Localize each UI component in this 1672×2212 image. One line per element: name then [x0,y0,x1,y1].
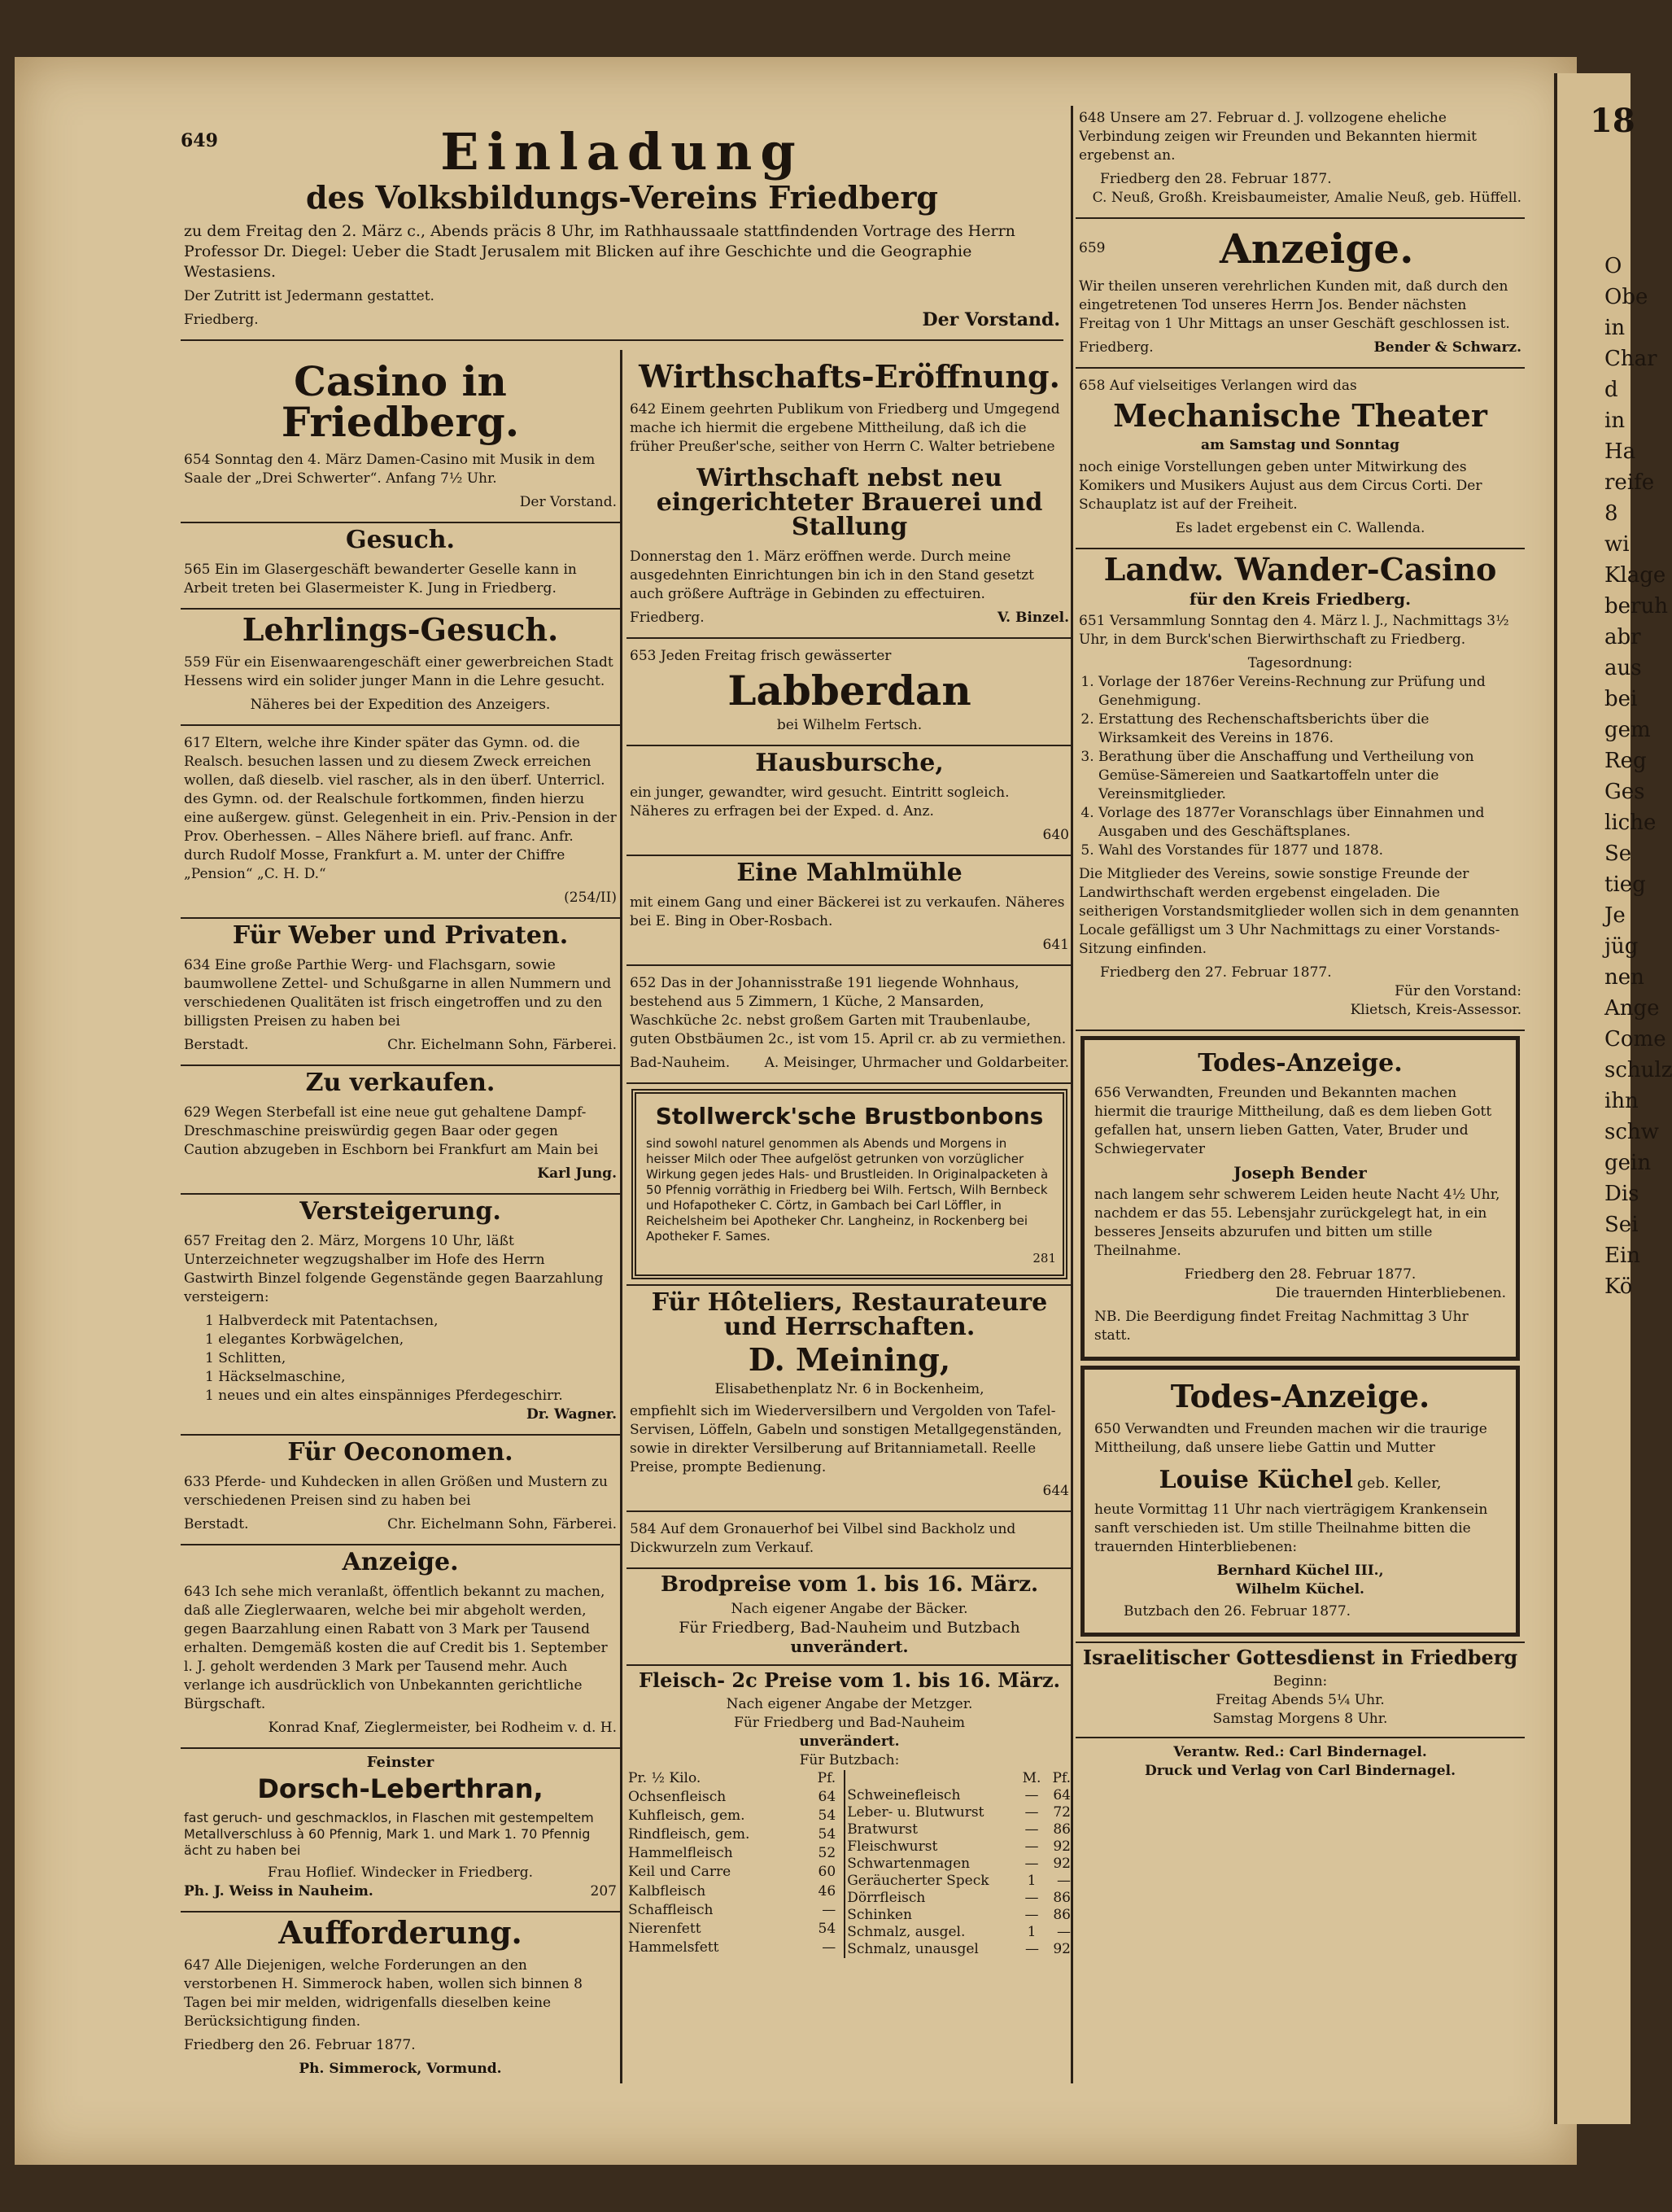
next-page-fragment: schw [1604,1120,1659,1144]
price-row [626,1939,837,1958]
anzeige-signature: Bender & Schwarz. [1373,339,1521,356]
wandercasino-sig2: Klietsch, Kreis-Assessor. [1350,1002,1521,1018]
gesuch-title: Gesuch. [346,526,455,554]
price-value: 92 [1053,1856,1071,1872]
gottesdienst-line1: Freitag Abends 5¼ Uhr. [1216,1692,1385,1708]
fleisch-title: Fleisch- 2c Preise vom 1. bis 16. März. [638,1668,1061,1692]
verkaufen-title: Zu verkaufen. [305,1069,495,1097]
price-value: 86 [1053,1821,1071,1838]
einladung-ad [181,122,1063,346]
price-item: Kuhfleisch, gem. [628,1808,745,1825]
eltern-code: (254/II) [564,890,617,906]
next-page-fragment: Obe [1604,285,1648,309]
wirthschaft-body2: Donnerstag den 1. März eröffnen werde. Durch meine ausgedehnten Einrichtungen bin ich in den Stand gesetzt auch größere Aufträge in Gebinden zu effectuiren. [630,549,1034,602]
price-item: Leber- u. Blutwurst [847,1804,984,1821]
anzeige-body: Wir theilen unseren verehrlichen Kunden mit, daß durch den eingetretenen Tod unseres Herrn Jos. Bender nächsten Freitag von 1 Uhr Mittags an unser Geschäft geschlossen ist. [1079,278,1510,332]
price-row [845,1907,1072,1924]
wandercasino-date: Friedberg den 27. Februar 1877. [1100,964,1332,981]
list-item: 3. Berathung über die Anschaffung und Vertheilung von Gemüse-Sämereien und Saatkartoffeln unter die Vereinsmitglieder. [1098,748,1521,804]
wirthschaft-body: 642 Einem geehrten Publikum von Friedberg und Umgegend mache ich hiermit die ergebene Mittheilung, daß ich die früher Preußer'sche, seither von Herrn C. Walter betriebene [630,401,1060,455]
lehrlings-body: 559 Für ein Eisenwaarengeschäft einer gewerbreichen Stadt Hessens wird ein solider junger Mann in die Lehre gesucht. [184,654,613,689]
labberdan-intro: 653 Jeden Freitag frisch gewässerter [630,648,892,664]
next-page-fragment: Come [1604,1027,1666,1051]
column-3 [1076,106,1525,1781]
next-page-fragment: in [1604,316,1626,340]
price-value: 86 [1053,1890,1071,1906]
price-item: Ochsenfleisch [628,1789,727,1806]
next-page-fragment: Dis [1604,1182,1639,1206]
next-page-fragment: in [1604,409,1626,433]
price-item: Kalbfleisch [628,1882,706,1899]
price-row [626,1921,837,1939]
fleisch-for: Für Butzbach: [799,1752,900,1768]
labberdan-signature: bei Wilhelm Fertsch. [776,717,923,733]
gottesdienst-title: Israelitischer Gottesdienst in Friedberg [1082,1646,1518,1669]
price-row [626,1883,837,1902]
stollwerck-body: sind sowohl naturel genommen als Abends und Morgens in heisser Milch oder Thee aufgelöst getrunken von vorzüglicher Wirkung gegen jedes Hals- und Brustleiden. In Originalpacketen à 50 Pfennig vorräthig in Friedberg bei Wilh. Fertsch, Wilh Bernbeck und Hofapotheker C. Cörtz, in Gambach bei Carl Löffler, in Reichelsheim bei Apotheker Chr. Langheinz, in Rockenberg bei Apotheker F. Sames. [646,1136,1049,1244]
list-item: 1 Schlitten, [205,1350,286,1366]
next-page-fragment: d [1604,378,1618,402]
wohnhaus-place: Bad-Nauheim. [630,1055,731,1071]
price-mark: 1 [1027,1924,1037,1940]
oeconomen-body: 633 Pferde- und Kuhdecken in allen Größen und Mustern zu verschiedenen Preisen sind zu haben bei [184,1474,608,1509]
next-page-fragment: Ha [1604,439,1636,464]
list-item: 4. Vorlage des 1877er Voranschlags über Einnahmen und Ausgaben und des Geschäftsplanes. [1098,804,1521,842]
price-value: 64 [1053,1787,1071,1803]
price-row [626,1902,837,1921]
wohnhaus-body: 652 Das in der Johannisstraße 191 liegende Wohnhaus, bestehend aus 5 Zimmern, 1 Küche, 2 Mansarden, Waschküche 2c. nebst großem Garten mit Traubenlaube, guten Obstbäumen 2c., ist vom 15. April cr. ab zu vermiethen. [630,975,1067,1047]
next-page-fragment: ihn [1604,1089,1639,1113]
price-header: M. [1022,1770,1041,1786]
imprint-line2: Druck und Verlag von Carl Bindernagel. [1145,1763,1456,1779]
versteigerung-body: 657 Freitag den 2. März, Morgens 10 Uhr, läßt Unterzeichneter wegzugshalber im Hofe des Herrn Gastwirth Binzel folgende Gegenstände gegen Baarzahlung versteigern: [184,1233,604,1305]
next-page-fragment: Kö [1604,1274,1633,1299]
next-page-fragment: beruh [1604,594,1668,619]
lehrlings-note: Näheres bei der Expedition des Anzeigers. [250,697,551,713]
wandercasino-sig1: Für den Vorstand: [1395,983,1521,999]
column-rule [620,350,622,2083]
price-mark: — [1024,1804,1039,1821]
next-page-fragment: aus [1604,656,1642,680]
next-page-fragment: liche [1604,811,1657,835]
anzeige-title: Anzeige. [1219,225,1414,273]
price-value: — [822,1901,836,1918]
brodpreise-status: unverändert. [790,1637,909,1656]
todes1-body: 656 Verwandten, Freunden und Bekannten machen hiermit die traurige Mittheilung, daß es dem lieben Gott gefallen hat, unsern lieben Gatten, Vater, Bruder und Schwiegervater [1094,1085,1492,1157]
verlobung-body: 648 Unsere am 27. Februar d. J. vollzogene eheliche Verbindung zeigen wir Freunden und Bekannten hiermit ergebenst an. [1079,110,1477,164]
fleisch-places: Für Friedberg und Bad-Nauheim [734,1715,965,1731]
price-value: — [1057,1873,1071,1889]
todes1-signature: Die trauernden Hinterbliebenen. [1275,1285,1506,1301]
next-page-fragment: reife [1604,470,1655,495]
price-item: Hammelsfett [628,1939,719,1956]
brodpreise-sub: Nach eigener Angabe der Bäcker. [731,1601,968,1617]
lehrlings-title: Lehrlings-Gesuch. [242,611,559,648]
verlobung-signature: C. Neuß, Großh. Kreisbaumeister, Amalie Neuß, geb. Hüffell. [1092,190,1521,206]
price-row [626,1845,837,1864]
price-value: 86 [1053,1907,1071,1923]
price-value: 52 [818,1845,836,1862]
column-2 [626,356,1072,1958]
einladung-zutritt: Der Zutritt ist Jedermann gestattet. [184,288,434,304]
verkaufen-signature: Karl Jung. [537,1165,617,1182]
next-page-fragment: abr [1604,625,1641,649]
next-page-fragment: tieg [1604,872,1646,897]
anzeige-body: 643 Ich sehe mich veranlaßt, öffentlich bekannt zu machen, daß alle Zieglerwaaren, welche bei mir abgeholt werden, gegen Baarzahlung einen Rabatt von 3 Mark per Tausend erhalten. Demgemäß kosten die auf Credit bis 1. September l. J. geholt werdenden 3 Mark per Tausend mehr. Auch verlange ich ausdrücklich von Unbekannten gerichtliche Bürgschaft. [184,1584,608,1712]
todes2-body: 650 Verwandten und Freunden machen wir die traurige Mittheilung, daß unsere liebe Gattin und Mutter [1094,1421,1487,1456]
hausbursche-body: ein junger, gewandter, wird gesucht. Eintritt sogleich. Näheres zu erfragen bei der Exped. d. Anz. [630,785,1010,820]
price-value: 54 [818,1826,836,1843]
todes2-name-sub: geb. Keller, [1357,1475,1442,1492]
price-item: Schweinefleisch [847,1787,961,1803]
price-item: Schmalz, unausgel [847,1941,979,1957]
casino-body: 654 Sonntag den 4. März Damen-Casino mit Musik in dem Saale der „Drei Schwerter“. Anfang 7½ Uhr. [184,452,596,487]
price-value: 54 [818,1808,836,1825]
stollwerck-code: 281 [1032,1251,1056,1266]
list-item: 5. Wahl des Vorstandes für 1877 und 1878. [1098,842,1521,860]
theater-intro: 658 Auf vielseitiges Verlangen wird das [1079,378,1357,394]
oeconomen-signature: Chr. Eichelmann Sohn, Färberei. [387,1516,617,1532]
next-page-fragment: 8 [1604,501,1618,526]
todes1-date: Friedberg den 28. Februar 1877. [1184,1266,1417,1283]
price-item: Dörrfleisch [847,1890,926,1906]
imprint-line1: Verantw. Red.: Carl Bindernagel. [1173,1744,1427,1760]
todes-anzeige-1 [1080,1036,1520,1361]
price-value: 64 [818,1789,836,1806]
einladung-body: zu dem Freitag den 2. März c., Abends präcis 8 Uhr, im Rathhaussaale stattfindenden Vortrage des Herrn Professor Dr. Diegel: Ueber die Stadt Jerusalem mit Blicken auf ihre Geschichte und die Geographie Westasiens. [184,222,1015,281]
price-value: — [1057,1924,1071,1940]
next-page-number: 18 [1590,102,1635,140]
price-item: Nierenfett [628,1920,701,1937]
hausbursche-title: Hausbursche, [755,749,944,777]
fleisch-status: unverändert. [799,1733,900,1750]
price-value: 92 [1053,1838,1071,1855]
hoteliers-name: D. Meining, [748,1341,951,1378]
wandercasino-body: 651 Versammlung Sonntag den 4. März l. J., Nachmittags 3½ Uhr, in dem Burck'schen Bierwirthschaft zu Friedberg. [1079,613,1509,648]
leberthran-title: Dorsch-Leberthran, [257,1773,544,1804]
eltern-body: 617 Eltern, welche ihre Kinder später das Gymn. od. die Realsch. besuchen lassen und zu diesem Zweck erreichen wollen, daß dieselb. viel rascher, als in den überf. Unterricl. des Gymn. od. der Realschule fortkommen, finden hierzu eine außergew. günst. Gelegenheit in ein. Priv.-Pension in der Prov. Oberhessen. – Alles Nähere briefl. auf franc. Anfr. durch Rudolf Mosse, Frankfurt a. M. unter der Chiffre „Pension“ „C. H. D.“ [184,735,617,882]
price-table [626,1770,1072,1958]
price-mark: 1 [1027,1873,1037,1889]
leberthran-line1: Frau Hoflief. Windecker in Friedberg. [267,1864,534,1881]
next-page-fragment: bei [1604,687,1638,711]
price-mark: — [1024,1787,1039,1803]
weber-signature: Chr. Eichelmann Sohn, Färberei. [387,1037,617,1053]
todes2-sig1: Bernhard Küchel III., [1216,1563,1384,1579]
brodpreise-title: Brodpreise vom 1. bis 16. März. [660,1572,1039,1597]
theater-title: Mechanische Theater [1113,397,1487,434]
price-item: Schaffleisch [628,1901,714,1918]
price-row [845,1890,1072,1907]
casino-title: Casino in Friedberg. [281,357,520,446]
divider [181,339,1063,341]
todes1-title: Todes-Anzeige. [1198,1049,1403,1078]
wirthschaft-subtitle: Wirthschaft nebst neu eingerichteter Brauerei und Stallung [656,464,1043,541]
brodpreise-places: Für Friedberg, Bad-Nauheim und Butzbach [679,1619,1020,1637]
todes1-nb: NB. Die Beerdigung findet Freitag Nachmittag 3 Uhr statt. [1094,1309,1469,1344]
versteigerung-title: Versteigerung. [299,1197,501,1226]
list-item: 1 elegantes Korbwägelchen, [205,1331,404,1348]
price-item: Schinken [847,1907,912,1923]
next-page-fragment: O [1604,254,1622,278]
leberthran-label: Feinster [366,1754,434,1771]
theater-signature: Es ladet ergebenst ein C. Wallenda. [1175,520,1425,536]
gronauerhof-body: 584 Auf dem Gronauerhof bei Vilbel sind Backholz und Dickwurzeln zum Verkauf. [630,1521,1016,1556]
hoteliers-body: empfiehlt sich im Wiederversilbern und Vergolden von Tafel-Servisen, Löffeln, Gabeln und sonstigen Metallgegenständen, sowie in direkter Versilberung auf Britanniametall. Reelle Preise, prompte Bedienung. [630,1403,1063,1475]
leberthran-body: fast geruch- und geschmacklos, in Flaschen mit gestempeltem Metallverschluss à 60 Pfennig, Mark 1. und Mark 1. 70 Pfennig ächt zu haben bei [184,1810,594,1858]
hausbursche-code: 640 [1042,827,1069,843]
next-page-fragment: gein [1604,1151,1652,1175]
leberthran-code: 207 [590,1883,617,1899]
todes2-name: Louise Küchel [1159,1466,1354,1494]
theater-sub: am Samstag und Sonntag [1200,437,1400,453]
price-row [845,1821,1072,1838]
price-row [845,1838,1072,1856]
wirthschaft-signature: V. Binzel. [997,610,1069,626]
weber-body: 634 Eine große Parthie Werg- und Flachsgarn, sowie baumwollene Zettel- und Schußgarne in allen Nummern und verschiedenen Qualitäten ist frisch eingetroffen und zu den billigsten Preisen zu haben bei [184,957,612,1029]
wandercasino-closing: Die Mitglieder des Vereins, sowie sonstige Freunde der Landwirthschaft werden ergebenst eingeladen. Die seitherigen Vorstandsmitglieder wollen sich in dem genannten Locale gefälligst um 3 Uhr Nachmittags zu einer Vorstands-Sitzung einfinden. [1079,866,1520,957]
einladung-title: Einladung [440,122,804,181]
anzeige-signature: Konrad Knaf, Zieglermeister, bei Rodheim v. d. H. [268,1720,617,1736]
list-item: 1. Vorlage der 1876er Vereins-Rechnung zur Prüfung und Genehmigung. [1098,673,1521,710]
aufforderung-date: Friedberg den 26. Februar 1877. [184,2037,416,2053]
price-unit: Pr. ½ Kilo. [628,1770,701,1786]
theater-body: noch einige Vorstellungen geben unter Mitwirkung des Komikers und Musikers Aujust aus dem Circus Corti. Der Schauplatz ist auf der Freiheit. [1079,459,1482,513]
list-item: 1 Häckselmaschine, [205,1369,346,1385]
price-row [845,1873,1072,1890]
page-number: 649 [181,130,218,151]
price-row [626,1808,837,1826]
hoteliers-title: Für Hôteliers, Restaurateure und Herrschaften. [651,1288,1048,1341]
todes1-body2: nach langem sehr schwerem Leiden heute Nacht 4½ Uhr, nachdem er das 55. Lebensjahr zurückgelegt hat, in ein besseres Jenseits abzurufen und bitten um stille Theilnahme. [1094,1187,1500,1259]
mahlmuehle-code: 641 [1042,937,1069,953]
price-value: 54 [818,1920,836,1937]
versteigerung-signature: Dr. Wagner. [526,1406,617,1423]
price-row [845,1856,1072,1873]
hoteliers-addr: Elisabethenplatz Nr. 6 in Bockenheim, [714,1381,984,1397]
price-mark: — [1024,1907,1039,1923]
price-value: — [822,1939,836,1956]
next-page-fragment: Sei [1604,1213,1639,1237]
anzeige-title: Anzeige. [342,1548,459,1576]
price-item: Fleischwurst [847,1838,938,1855]
verlobung-date: Friedberg den 28. Februar 1877. [1100,171,1332,187]
aufforderung-signature: Ph. Simmerock, Vormund. [299,2061,502,2077]
fleisch-sub: Nach eigener Angabe der Metzger. [726,1696,973,1712]
price-row [845,1787,1072,1804]
list-item: 2. Erstattung des Rechenschaftsberichts über die Wirksamkeit des Vereins in 1876. [1098,710,1521,748]
next-page-fragment: nen [1604,965,1644,990]
next-page-edge [1554,73,1672,2124]
wandercasino-title: Landw. Wander-Casino [1103,551,1497,588]
price-header: Pf. [1052,1770,1071,1786]
next-page-fragment: wi [1604,532,1630,557]
price-value: 46 [818,1882,836,1899]
next-page-fragment: Ange [1604,996,1660,1021]
weber-place: Berstadt. [184,1037,249,1053]
price-item: Hammelfleisch [628,1845,733,1862]
hoteliers-code: 644 [1042,1483,1069,1499]
wandercasino-agenda-title: Tagesordnung: [1247,655,1353,671]
wirthschaft-title: Wirthschafts-Eröffnung. [639,358,1060,395]
price-row [845,1804,1072,1821]
list-item: 1 neues und ein altes einspänniges Pferdegeschirr. [205,1388,563,1404]
price-row [845,1924,1072,1941]
gesuch-body: 565 Ein im Glasergeschäft bewanderter Geselle kann in Arbeit treten bei Glasermeister K. Jung in Friedberg. [184,562,577,597]
next-page-fragment: schulz [1604,1058,1672,1082]
price-mark: — [1024,1821,1039,1838]
todes2-body2: heute Vormittag 11 Uhr nach vierträgigem Krankensein sanft verschieden ist. Um stille Theilnahme bitten die trauernden Hinterbliebenen: [1094,1502,1488,1555]
wohnhaus-signature: A. Meisinger, Uhrmacher und Goldarbeiter. [764,1055,1069,1071]
price-mark: — [1024,1890,1039,1906]
next-page-fragment: Reg [1604,749,1647,773]
price-value: 72 [1053,1804,1071,1821]
labberdan-title: Labberdan [727,667,971,715]
stollwerck-title: Stollwerck'sche Brustbonbons [655,1103,1044,1130]
price-item: Schwartenmagen [847,1856,971,1872]
next-page-fragment: Je [1604,903,1626,928]
aufforderung-body: 647 Alle Diejenigen, welche Forderungen an den verstorbenen H. Simmerock haben, wollen sich binnen 8 Tagen bei mir melden, widrigenfalls dieselben keine Berücksichtigung finden. [184,1957,583,2030]
todes2-title: Todes-Anzeige. [1170,1378,1430,1414]
list-item: 1 Halbverdeck mit Patentachsen, [205,1313,439,1329]
aufforderung-title: Aufforderung. [278,1914,522,1951]
price-item: Keil und Carre [628,1864,731,1881]
price-row [626,1864,837,1882]
column-1 [181,356,620,2083]
oeconomen-place: Berstadt. [184,1516,249,1532]
price-header: Pf. [817,1770,836,1786]
price-mark: — [1024,1838,1039,1855]
leberthran-line2: Ph. J. Weiss in Nauheim. [184,1883,373,1899]
price-item: Geräucherter Speck [847,1873,989,1889]
todes-anzeige-2 [1080,1366,1520,1637]
next-page-fragment: jüg [1604,934,1639,959]
price-row [626,1789,837,1808]
oeconomen-title: Für Oeconomen. [287,1438,513,1467]
next-page-fragment: Ein [1604,1244,1641,1268]
stollwerck-ad [631,1089,1067,1279]
price-value: 92 [1053,1941,1071,1957]
next-page-fragment: Se [1604,842,1632,866]
gottesdienst-sub: Beginn: [1273,1673,1328,1690]
todes2-sig2: Wilhelm Küchel. [1236,1581,1364,1598]
price-item: Schmalz, ausgel. [847,1924,966,1940]
next-page-fragment: Klage [1604,563,1666,588]
todes2-date: Butzbach den 26. Februar 1877. [1124,1603,1351,1620]
price-row [626,1826,837,1845]
casino-signature: Der Vorstand. [519,494,617,510]
anzeige-code: 659 [1079,239,1106,256]
gottesdienst-line2: Samstag Morgens 8 Uhr. [1212,1711,1388,1727]
next-page-fragment: Char [1604,347,1657,371]
wirthschaft-place: Friedberg. [630,610,705,626]
price-item: Rindfleisch, gem. [628,1826,750,1843]
einladung-subtitle: des Volksbildungs-Vereins Friedberg [305,179,938,216]
weber-title: Für Weber und Privaten. [232,921,569,950]
verkaufen-body: 629 Wegen Sterbefall ist eine neue gut gehaltene Dampf-Dreschmaschine preiswürdig gegen Baar oder gegen Caution abzugeben in Eschborn bei Frankfurt am Main bei [184,1104,599,1158]
price-mark: — [1025,1941,1039,1957]
price-item: Bratwurst [847,1821,918,1838]
anzeige-place: Friedberg. [1079,339,1154,356]
wandercasino-sub: für den Kreis Friedberg. [1189,589,1412,609]
next-page-fragment: Ges [1604,780,1645,804]
todes1-name: Joseph Bender [1233,1163,1367,1183]
einladung-signature: Der Vorstand. [922,309,1060,330]
price-value: 60 [818,1864,836,1881]
einladung-place: Friedberg. [184,312,259,328]
price-mark: — [1024,1856,1039,1872]
mahlmuehle-title: Eine Mahlmühle [736,859,963,887]
price-row [845,1941,1072,1958]
next-page-fragment: gem [1604,718,1651,742]
mahlmuehle-body: mit einem Gang und einer Bäckerei ist zu verkaufen. Näheres bei E. Bing in Ober-Rosbach. [630,894,1065,929]
